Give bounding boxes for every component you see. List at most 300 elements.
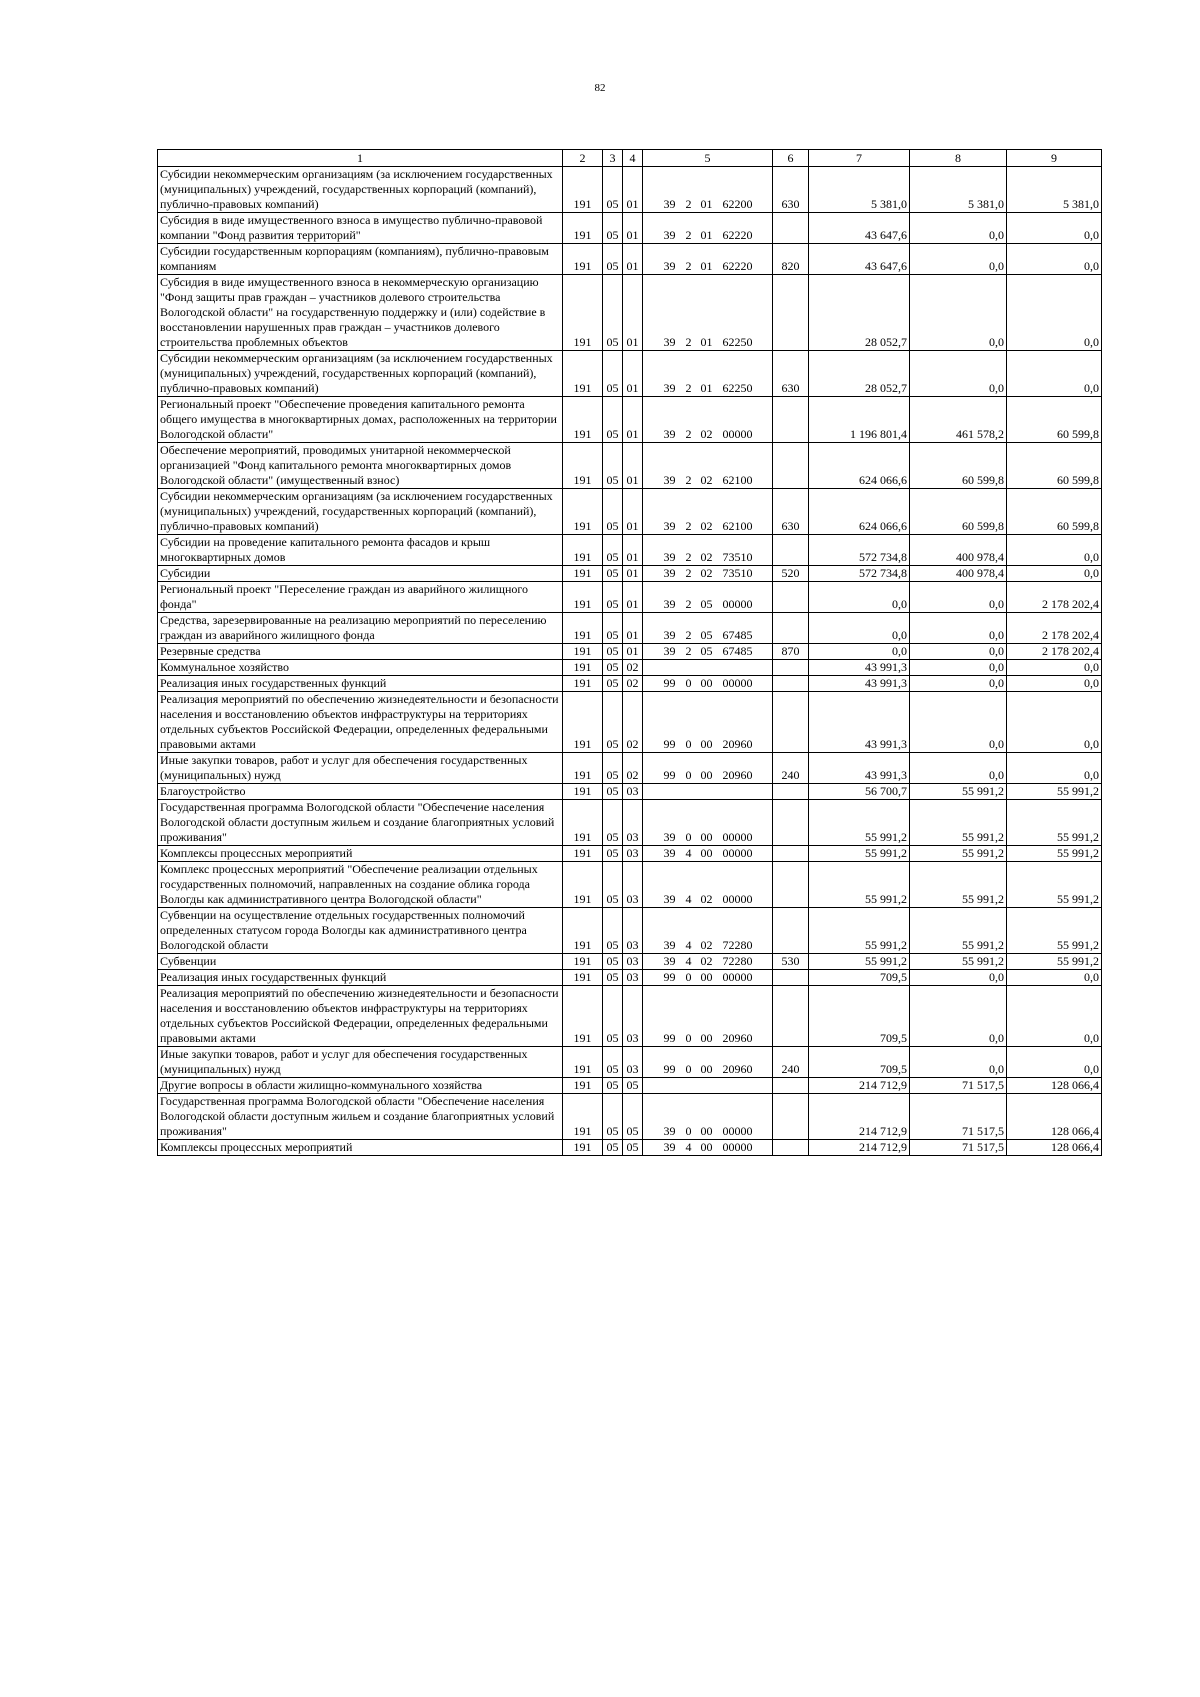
row-target-article-cell [643, 986, 773, 1047]
table-row [158, 1047, 1102, 1078]
target-article-part: 62100 [722, 473, 753, 487]
row-section-cell: 05 [603, 784, 623, 800]
table-row [158, 800, 1102, 846]
column-header: 9 [1007, 150, 1102, 167]
table-row [158, 213, 1102, 244]
target-article-part: 4 [685, 1140, 692, 1154]
page-number: 82 [594, 82, 606, 94]
row-amount-1-cell: 43 991,3 [809, 692, 910, 753]
target-article-part: 0 [685, 1124, 692, 1138]
target-article-part: 2 [685, 259, 692, 273]
table-row [158, 244, 1102, 275]
row-code-cell: 191 [563, 753, 603, 784]
row-expense-type-cell: 630 [773, 489, 809, 535]
row-expense-type-cell [773, 908, 809, 954]
row-code-cell: 191 [563, 846, 603, 862]
row-section-cell: 05 [603, 582, 623, 613]
row-amount-2-cell: 60 599,8 [910, 489, 1007, 535]
target-article-part: 99 [663, 1062, 676, 1076]
row-amount-2-cell: 0,0 [910, 582, 1007, 613]
row-code-cell: 191 [563, 582, 603, 613]
row-expense-type-cell: 820 [773, 244, 809, 275]
row-amount-3-cell: 2 178 202,4 [1007, 613, 1102, 644]
target-article-part: 39 [663, 550, 676, 564]
row-amount-1-cell: 709,5 [809, 986, 910, 1047]
column-header: 5 [643, 150, 773, 167]
row-name-cell: Субсидии некоммерческим организациям (за исключением государственных (муниципальных) учреждений, государственных корпораций (компаний), публично-правовых компаний) [158, 167, 563, 213]
row-amount-2-cell: 0,0 [910, 644, 1007, 660]
row-name-cell: Субсидия в виде имущественного взноса в некоммерческую организацию "Фонд защиты прав граждан – участников долевого строительства Вологодской области" на государственную поддержку и (или) содействие в восстановлении нарушенных прав граждан – участников долевого строительства проблемных объектов [158, 275, 563, 351]
row-section-cell: 05 [603, 644, 623, 660]
target-article-part: 2 [685, 519, 692, 533]
row-name-cell: Благоустройство [158, 784, 563, 800]
row-target-article-cell [643, 397, 773, 443]
row-expense-type-cell [773, 784, 809, 800]
row-amount-3-cell: 128 066,4 [1007, 1094, 1102, 1140]
row-amount-2-cell: 400 978,4 [910, 535, 1007, 566]
table-row [158, 443, 1102, 489]
row-target-article-cell [643, 443, 773, 489]
target-article-part: 02 [700, 954, 713, 968]
target-article-part: 05 [700, 628, 713, 642]
table-row [158, 753, 1102, 784]
target-article-part: 73510 [722, 566, 753, 580]
row-subsection-cell: 01 [623, 489, 643, 535]
row-amount-3-cell: 128 066,4 [1007, 1140, 1102, 1156]
table-row [158, 489, 1102, 535]
row-target-article-cell [643, 800, 773, 846]
target-article-part: 0 [685, 830, 692, 844]
row-section-cell: 05 [603, 676, 623, 692]
target-article-part: 00000 [722, 597, 753, 611]
table-row [158, 846, 1102, 862]
row-amount-1-cell: 55 991,2 [809, 800, 910, 846]
target-article-part: 0 [685, 1031, 692, 1045]
row-expense-type-cell [773, 660, 809, 676]
row-amount-2-cell: 71 517,5 [910, 1094, 1007, 1140]
row-subsection-cell: 02 [623, 660, 643, 676]
row-name-cell: Комплексы процессных мероприятий [158, 846, 563, 862]
table-row [158, 582, 1102, 613]
row-section-cell: 05 [603, 986, 623, 1047]
row-subsection-cell: 03 [623, 908, 643, 954]
target-article-part: 72280 [722, 938, 753, 952]
target-article-part: 62100 [722, 519, 753, 533]
row-section-cell: 05 [603, 535, 623, 566]
target-article-part: 99 [663, 1031, 676, 1045]
row-amount-3-cell: 55 991,2 [1007, 862, 1102, 908]
target-article-part: 2 [685, 473, 692, 487]
target-article-part: 39 [663, 566, 676, 580]
target-article-part: 00 [700, 1124, 713, 1138]
row-code-cell: 191 [563, 644, 603, 660]
row-amount-1-cell: 43 991,3 [809, 676, 910, 692]
row-amount-1-cell: 5 381,0 [809, 167, 910, 213]
row-amount-1-cell: 214 712,9 [809, 1140, 910, 1156]
row-amount-3-cell: 60 599,8 [1007, 443, 1102, 489]
row-amount-3-cell: 0,0 [1007, 213, 1102, 244]
row-target-article-cell [643, 753, 773, 784]
row-amount-2-cell: 0,0 [910, 692, 1007, 753]
column-header: 2 [563, 150, 603, 167]
row-target-article-cell [643, 275, 773, 351]
row-amount-2-cell: 55 991,2 [910, 954, 1007, 970]
row-amount-2-cell: 0,0 [910, 970, 1007, 986]
target-article-part: 00 [700, 737, 713, 751]
target-article-part: 4 [685, 892, 692, 906]
target-article-part: 00 [700, 768, 713, 782]
target-article-part: 00000 [722, 1124, 753, 1138]
row-amount-2-cell: 0,0 [910, 986, 1007, 1047]
row-name-cell: Субсидия в виде имущественного взноса в имущество публично-правовой компании "Фонд развития территорий" [158, 213, 563, 244]
row-target-article-cell [643, 660, 773, 676]
row-target-article-cell [643, 1094, 773, 1140]
row-expense-type-cell [773, 443, 809, 489]
row-subsection-cell: 01 [623, 351, 643, 397]
row-target-article-cell [643, 167, 773, 213]
row-amount-2-cell: 55 991,2 [910, 784, 1007, 800]
row-amount-3-cell: 0,0 [1007, 676, 1102, 692]
row-target-article-cell [643, 846, 773, 862]
row-amount-3-cell: 0,0 [1007, 970, 1102, 986]
row-amount-1-cell: 624 066,6 [809, 443, 910, 489]
row-expense-type-cell: 630 [773, 167, 809, 213]
target-article-part: 00 [700, 1031, 713, 1045]
table-row [158, 535, 1102, 566]
target-article-part: 39 [663, 628, 676, 642]
row-subsection-cell: 03 [623, 954, 643, 970]
column-header: 7 [809, 150, 910, 167]
row-amount-1-cell: 55 991,2 [809, 954, 910, 970]
column-header: 6 [773, 150, 809, 167]
row-expense-type-cell: 240 [773, 1047, 809, 1078]
row-amount-1-cell: 572 734,8 [809, 566, 910, 582]
target-article-part: 39 [663, 846, 676, 860]
row-amount-3-cell: 55 991,2 [1007, 908, 1102, 954]
target-article-part: 2 [685, 197, 692, 211]
row-section-cell: 05 [603, 862, 623, 908]
row-name-cell: Субсидии [158, 566, 563, 582]
target-article-part: 62220 [722, 228, 753, 242]
row-section-cell: 05 [603, 692, 623, 753]
table-row [158, 986, 1102, 1047]
row-target-article-cell [643, 862, 773, 908]
row-target-article-cell [643, 692, 773, 753]
target-article-part: 2 [685, 427, 692, 441]
table-row [158, 692, 1102, 753]
target-article-part: 39 [663, 644, 676, 658]
row-target-article-cell [643, 954, 773, 970]
target-article-part: 0 [685, 768, 692, 782]
target-article-part: 73510 [722, 550, 753, 564]
row-amount-3-cell: 0,0 [1007, 753, 1102, 784]
row-amount-1-cell: 214 712,9 [809, 1078, 910, 1094]
row-name-cell: Субвенции на осуществление отдельных государственных полномочий определенных статусом города Вологды как административного центра Вологодской области [158, 908, 563, 954]
target-article-part: 39 [663, 597, 676, 611]
row-target-article-cell [643, 613, 773, 644]
target-article-part: 39 [663, 473, 676, 487]
target-article-part: 39 [663, 830, 676, 844]
row-amount-3-cell: 0,0 [1007, 692, 1102, 753]
row-name-cell: Субвенции [158, 954, 563, 970]
row-section-cell: 05 [603, 1047, 623, 1078]
row-target-article-cell [643, 1140, 773, 1156]
row-section-cell: 05 [603, 351, 623, 397]
row-amount-3-cell: 2 178 202,4 [1007, 644, 1102, 660]
row-section-cell: 05 [603, 970, 623, 986]
row-subsection-cell: 01 [623, 213, 643, 244]
row-section-cell: 05 [603, 800, 623, 846]
target-article-part: 2 [685, 628, 692, 642]
row-expense-type-cell [773, 676, 809, 692]
target-article-part: 00000 [722, 846, 753, 860]
target-article-part: 00000 [722, 830, 753, 844]
row-amount-3-cell: 60 599,8 [1007, 397, 1102, 443]
row-subsection-cell: 05 [623, 1078, 643, 1094]
row-amount-2-cell: 0,0 [910, 753, 1007, 784]
target-article-part: 39 [663, 259, 676, 273]
target-article-part: 99 [663, 676, 676, 690]
row-code-cell: 191 [563, 1047, 603, 1078]
table-row [158, 275, 1102, 351]
target-article-part: 00000 [722, 676, 753, 690]
row-code-cell: 191 [563, 970, 603, 986]
row-subsection-cell: 01 [623, 244, 643, 275]
table-row [158, 660, 1102, 676]
row-name-cell: Государственная программа Вологодской области "Обеспечение населения Вологодской области доступным жильем и создание благоприятных условий проживания" [158, 800, 563, 846]
target-article-part: 2 [685, 566, 692, 580]
target-article-part: 67485 [722, 628, 753, 642]
row-subsection-cell: 01 [623, 275, 643, 351]
row-amount-1-cell: 624 066,6 [809, 489, 910, 535]
column-header: 8 [910, 150, 1007, 167]
row-subsection-cell: 03 [623, 1047, 643, 1078]
row-subsection-cell: 05 [623, 1094, 643, 1140]
row-name-cell: Иные закупки товаров, работ и услуг для обеспечения государственных (муниципальных) нужд [158, 753, 563, 784]
row-subsection-cell: 01 [623, 535, 643, 566]
column-header: 4 [623, 150, 643, 167]
row-subsection-cell: 02 [623, 676, 643, 692]
row-amount-3-cell: 60 599,8 [1007, 489, 1102, 535]
row-target-article-cell [643, 676, 773, 692]
table-row [158, 351, 1102, 397]
row-expense-type-cell: 630 [773, 351, 809, 397]
row-amount-1-cell: 1 196 801,4 [809, 397, 910, 443]
target-article-part: 0 [685, 676, 692, 690]
row-target-article-cell [643, 351, 773, 397]
target-article-part: 20960 [722, 737, 753, 751]
row-section-cell: 05 [603, 660, 623, 676]
target-article-part: 39 [663, 197, 676, 211]
row-section-cell: 05 [603, 908, 623, 954]
row-expense-type-cell [773, 613, 809, 644]
row-expense-type-cell [773, 535, 809, 566]
row-subsection-cell: 05 [623, 1140, 643, 1156]
row-subsection-cell: 03 [623, 862, 643, 908]
target-article-part: 05 [700, 644, 713, 658]
target-article-part: 39 [663, 427, 676, 441]
row-amount-2-cell: 71 517,5 [910, 1140, 1007, 1156]
table-row [158, 1094, 1102, 1140]
row-subsection-cell: 03 [623, 800, 643, 846]
row-amount-2-cell: 55 991,2 [910, 800, 1007, 846]
target-article-part: 00000 [722, 1140, 753, 1154]
table-row [158, 862, 1102, 908]
row-code-cell: 191 [563, 397, 603, 443]
row-amount-1-cell: 55 991,2 [809, 846, 910, 862]
row-amount-1-cell: 43 991,3 [809, 753, 910, 784]
row-target-article-cell [643, 784, 773, 800]
target-article-part: 01 [700, 381, 713, 395]
row-amount-3-cell: 0,0 [1007, 1047, 1102, 1078]
row-expense-type-cell: 520 [773, 566, 809, 582]
row-target-article-cell [643, 908, 773, 954]
target-article-part: 00000 [722, 892, 753, 906]
row-target-article-cell [643, 535, 773, 566]
row-expense-type-cell [773, 800, 809, 846]
row-section-cell: 05 [603, 443, 623, 489]
table-row [158, 908, 1102, 954]
target-article-part: 39 [663, 1124, 676, 1138]
table-row [158, 1140, 1102, 1156]
row-amount-2-cell: 5 381,0 [910, 167, 1007, 213]
row-amount-1-cell: 55 991,2 [809, 908, 910, 954]
target-article-part: 39 [663, 519, 676, 533]
row-amount-3-cell: 0,0 [1007, 244, 1102, 275]
row-code-cell: 191 [563, 489, 603, 535]
table-header-row [158, 150, 1102, 167]
row-name-cell: Средства, зарезервированные на реализацию мероприятий по переселению граждан из аварийного жилищного фонда [158, 613, 563, 644]
target-article-part: 01 [700, 228, 713, 242]
row-section-cell: 05 [603, 489, 623, 535]
row-section-cell: 05 [603, 1094, 623, 1140]
row-subsection-cell: 01 [623, 566, 643, 582]
target-article-part: 99 [663, 970, 676, 984]
target-article-part: 0 [685, 737, 692, 751]
row-amount-1-cell: 0,0 [809, 613, 910, 644]
row-name-cell: Субсидии некоммерческим организациям (за исключением государственных (муниципальных) учреждений, государственных корпораций (компаний), публично-правовых компаний) [158, 351, 563, 397]
target-article-part: 2 [685, 335, 692, 349]
target-article-part: 02 [700, 892, 713, 906]
row-name-cell: Государственная программа Вологодской области "Обеспечение населения Вологодской области доступным жильем и создание благоприятных условий проживания" [158, 1094, 563, 1140]
row-amount-3-cell: 55 991,2 [1007, 800, 1102, 846]
target-article-part: 0 [685, 970, 692, 984]
column-header: 3 [603, 150, 623, 167]
target-article-part: 02 [700, 938, 713, 952]
row-target-article-cell [643, 213, 773, 244]
target-article-part: 02 [700, 427, 713, 441]
target-article-part: 2 [685, 644, 692, 658]
row-code-cell: 191 [563, 566, 603, 582]
target-article-part: 2 [685, 597, 692, 611]
row-code-cell: 191 [563, 167, 603, 213]
row-expense-type-cell [773, 1094, 809, 1140]
target-article-part: 62250 [722, 381, 753, 395]
row-amount-2-cell: 0,0 [910, 613, 1007, 644]
row-amount-1-cell: 709,5 [809, 970, 910, 986]
row-expense-type-cell [773, 862, 809, 908]
row-code-cell: 191 [563, 613, 603, 644]
row-name-cell: Субсидии государственным корпорациям (компаниям), публично-правовым компаниям [158, 244, 563, 275]
row-amount-2-cell: 55 991,2 [910, 908, 1007, 954]
row-expense-type-cell: 530 [773, 954, 809, 970]
row-code-cell: 191 [563, 908, 603, 954]
row-amount-2-cell: 0,0 [910, 244, 1007, 275]
target-article-part: 00 [700, 676, 713, 690]
row-amount-3-cell: 2 178 202,4 [1007, 582, 1102, 613]
row-expense-type-cell [773, 397, 809, 443]
row-code-cell: 191 [563, 784, 603, 800]
target-article-part: 62220 [722, 259, 753, 273]
row-amount-2-cell: 0,0 [910, 660, 1007, 676]
row-name-cell: Иные закупки товаров, работ и услуг для обеспечения государственных (муниципальных) нужд [158, 1047, 563, 1078]
row-amount-3-cell: 0,0 [1007, 275, 1102, 351]
table-row [158, 644, 1102, 660]
target-article-part: 00 [700, 970, 713, 984]
row-section-cell: 05 [603, 1078, 623, 1094]
target-article-part: 4 [685, 938, 692, 952]
table-body [158, 150, 1102, 1156]
target-article-part: 99 [663, 737, 676, 751]
row-amount-2-cell: 0,0 [910, 676, 1007, 692]
row-amount-1-cell: 709,5 [809, 1047, 910, 1078]
target-article-part: 02 [700, 473, 713, 487]
row-amount-3-cell: 0,0 [1007, 986, 1102, 1047]
row-amount-3-cell: 0,0 [1007, 351, 1102, 397]
row-name-cell: Субсидии на проведение капитального ремонта фасадов и крыш многоквартирных домов [158, 535, 563, 566]
row-code-cell: 191 [563, 244, 603, 275]
row-amount-2-cell: 55 991,2 [910, 862, 1007, 908]
table-row [158, 970, 1102, 986]
row-subsection-cell: 01 [623, 613, 643, 644]
row-target-article-cell [643, 644, 773, 660]
row-expense-type-cell [773, 846, 809, 862]
target-article-part: 0 [685, 1062, 692, 1076]
target-article-part: 01 [700, 197, 713, 211]
row-subsection-cell: 02 [623, 753, 643, 784]
row-expense-type-cell [773, 582, 809, 613]
table-row [158, 167, 1102, 213]
row-subsection-cell: 03 [623, 846, 643, 862]
target-article-part: 00 [700, 846, 713, 860]
target-article-part: 39 [663, 892, 676, 906]
row-amount-3-cell: 128 066,4 [1007, 1078, 1102, 1094]
row-name-cell: Реализация мероприятий по обеспечению жизнедеятельности и безопасности населения и восстановлению объектов инфраструктуры на территориях отдельных субъектов Российской Федерации, определенных федеральными правовыми актами [158, 692, 563, 753]
target-article-part: 39 [663, 938, 676, 952]
row-name-cell: Резервные средства [158, 644, 563, 660]
row-name-cell: Обеспечение мероприятий, проводимых унитарной некоммерческой организацией "Фонд капитального ремонта многоквартирных домов Вологодской области" (имущественный взнос) [158, 443, 563, 489]
target-article-part: 00000 [722, 970, 753, 984]
target-article-part: 00 [700, 1062, 713, 1076]
row-code-cell: 191 [563, 676, 603, 692]
row-section-cell: 05 [603, 244, 623, 275]
row-amount-1-cell: 0,0 [809, 644, 910, 660]
row-subsection-cell: 03 [623, 970, 643, 986]
row-amount-3-cell: 55 991,2 [1007, 954, 1102, 970]
table-row [158, 613, 1102, 644]
target-article-part: 4 [685, 954, 692, 968]
target-article-part: 00 [700, 830, 713, 844]
row-subsection-cell: 01 [623, 582, 643, 613]
row-amount-2-cell: 400 978,4 [910, 566, 1007, 582]
target-article-part: 20960 [722, 1031, 753, 1045]
row-section-cell: 05 [603, 954, 623, 970]
row-code-cell: 191 [563, 1078, 603, 1094]
row-code-cell: 191 [563, 986, 603, 1047]
target-article-part: 4 [685, 846, 692, 860]
row-subsection-cell: 01 [623, 167, 643, 213]
row-expense-type-cell [773, 970, 809, 986]
